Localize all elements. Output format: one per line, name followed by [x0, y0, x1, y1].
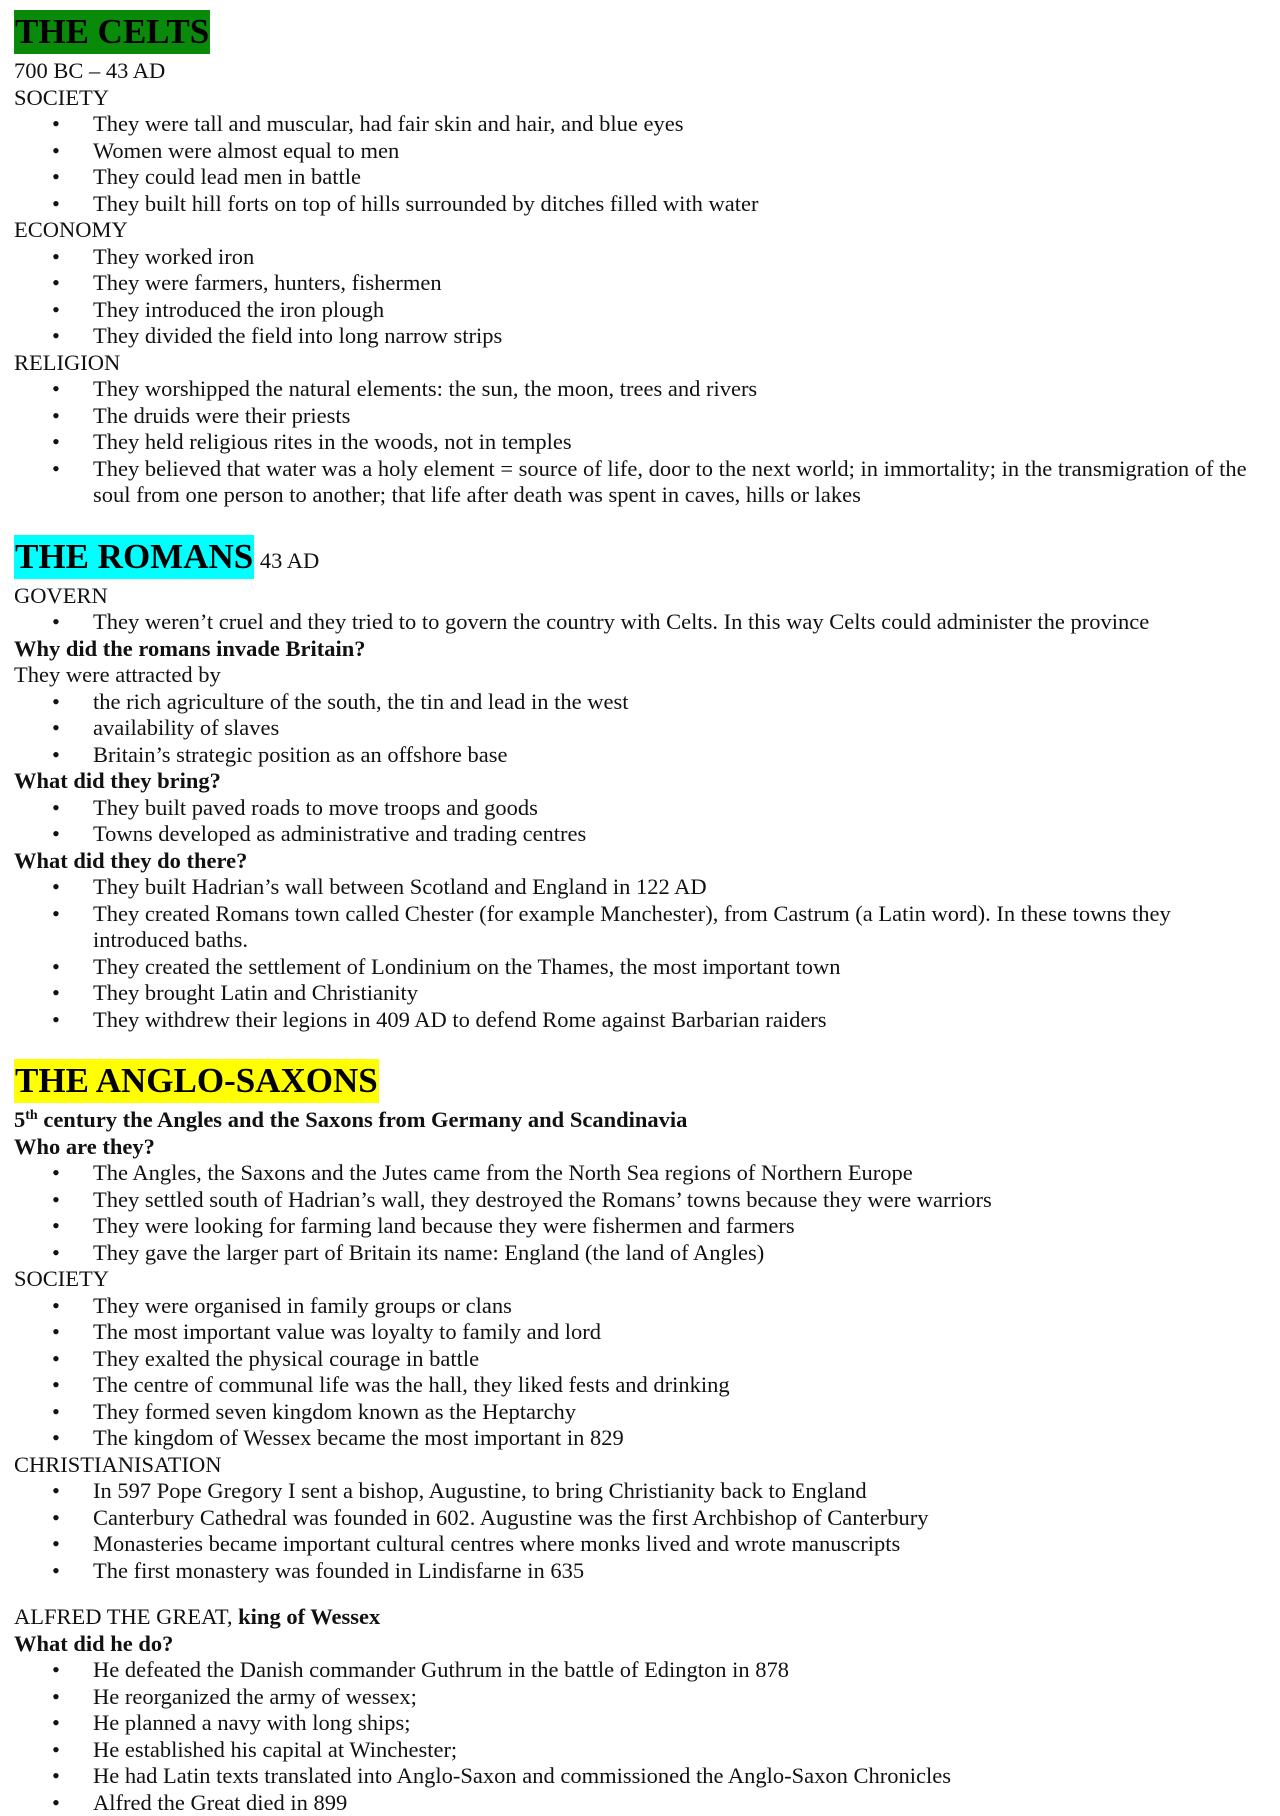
section-spacer [14, 509, 1266, 535]
list-item: • Monasteries became important cultural centres where monks lived and wrote manuscripts [14, 1531, 1266, 1558]
list-item: • Canterbury Cathedral was founded in 602. Augustine was the first Archbishop of Canterbury [14, 1505, 1266, 1532]
romans-section [14, 535, 1266, 1034]
list-item: • They divided the field into long narrow strips [14, 323, 1266, 350]
romans-why-list [14, 689, 1266, 769]
anglosaxons-title: THE ANGLO-SAXONS [14, 1059, 379, 1103]
list-item: • They created Romans town called Chester (for example Manchester), from Castrum (a Latin word). In these towns they introduced baths. [14, 901, 1266, 954]
alfred-heading [14, 1604, 1266, 1631]
list-item: • He established his capital at Winchester; [14, 1737, 1266, 1764]
anglosaxons-society-list [14, 1293, 1266, 1452]
celts-religion-list [14, 376, 1266, 509]
alfred-list [14, 1657, 1266, 1816]
list-item: • They brought Latin and Christianity [14, 980, 1266, 1007]
list-item: • They withdrew their legions in 409 AD to defend Rome against Barbarian raiders [14, 1007, 1266, 1034]
list-item: • They built hill forts on top of hills surrounded by ditches filled with water [14, 191, 1266, 218]
list-item: • They built Hadrian’s wall between Scotland and England in 122 AD [14, 874, 1266, 901]
list-item: • They believed that water was a holy element = source of life, door to the next world; in immortality; in the transmigration of the soul from one person to another; that life after death was spent in caves, hills or lakes [14, 456, 1266, 509]
romans-bring-list [14, 795, 1266, 848]
list-item: • They worked iron [14, 244, 1266, 271]
romans-title-row [14, 535, 1266, 583]
list-item: • They were farmers, hunters, fishermen [14, 270, 1266, 297]
romans-govern-heading: GOVERN [14, 583, 1266, 610]
list-item: • They were organised in family groups or clans [14, 1293, 1266, 1320]
list-item: • Alfred the Great died in 899 [14, 1790, 1266, 1816]
anglosaxons-who-list [14, 1160, 1266, 1266]
list-item: • They held religious rites in the woods, not in temples [14, 429, 1266, 456]
list-item: • They gave the larger part of Britain its name: England (the land of Angles) [14, 1240, 1266, 1267]
celts-title: THE CELTS [14, 10, 210, 54]
alfred-question: What did he do? [14, 1631, 1266, 1658]
celts-economy-list [14, 244, 1266, 350]
celts-economy-heading: ECONOMY [14, 217, 1266, 244]
list-item: • The druids were their priests [14, 403, 1266, 430]
romans-title: THE ROMANS [14, 535, 254, 579]
list-item: • They could lead men in battle [14, 164, 1266, 191]
subtitle-number: 5 [14, 1107, 25, 1132]
anglosaxons-society-heading: SOCIETY [14, 1266, 1266, 1293]
list-item: • They were looking for farming land because they were fishermen and farmers [14, 1213, 1266, 1240]
anglosaxons-subtitle [14, 1107, 1266, 1134]
alfred-heading-title: king of Wessex [238, 1604, 380, 1629]
celts-section [14, 10, 1266, 509]
celts-dates: 700 BC – 43 AD [14, 58, 1266, 85]
alfred-heading-name: ALFRED THE GREAT, [14, 1604, 238, 1629]
list-item: • He planned a navy with long ships; [14, 1710, 1266, 1737]
list-item: • They worshipped the natural elements: the sun, the moon, trees and rivers [14, 376, 1266, 403]
celts-society-heading: SOCIETY [14, 85, 1266, 112]
list-item: • Towns developed as administrative and trading centres [14, 821, 1266, 848]
list-item: • He had Latin texts translated into Anglo-Saxon and commissioned the Anglo-Saxon Chronicles [14, 1763, 1266, 1790]
list-item: • availability of slaves [14, 715, 1266, 742]
subsection-spacer [14, 1584, 1266, 1604]
anglosaxons-who-heading: Who are they? [14, 1134, 1266, 1161]
list-item: • He reorganized the army of wessex; [14, 1684, 1266, 1711]
list-item: • The kingdom of Wessex became the most important in 829 [14, 1425, 1266, 1452]
list-item: • They introduced the iron plough [14, 297, 1266, 324]
romans-why-intro: They were attracted by [14, 662, 1266, 689]
list-item: • The first monastery was founded in Lindisfarne in 635 [14, 1558, 1266, 1585]
list-item: • The Angles, the Saxons and the Jutes came from the North Sea regions of Northern Europe [14, 1160, 1266, 1187]
celts-religion-heading: RELIGION [14, 350, 1266, 377]
romans-date: 43 AD [260, 548, 319, 573]
romans-did-heading: What did they do there? [14, 848, 1266, 875]
list-item: • They exalted the physical courage in battle [14, 1346, 1266, 1373]
anglosaxons-title-row [14, 1059, 1266, 1107]
list-item: • The centre of communal life was the hall, they liked fests and drinking [14, 1372, 1266, 1399]
list-item: • They were tall and muscular, had fair skin and hair, and blue eyes [14, 111, 1266, 138]
list-item: • They formed seven kingdom known as the Heptarchy [14, 1399, 1266, 1426]
list-item: • They settled south of Hadrian’s wall, they destroyed the Romans’ towns because they were warriors [14, 1187, 1266, 1214]
romans-govern-list [14, 609, 1266, 636]
romans-did-list [14, 874, 1266, 1033]
list-item: • Women were almost equal to men [14, 138, 1266, 165]
section-spacer [14, 1033, 1266, 1059]
anglosaxons-section [14, 1059, 1266, 1816]
subtitle-ordinal: th [25, 1108, 37, 1123]
list-item: • the rich agriculture of the south, the tin and lead in the west [14, 689, 1266, 716]
romans-bring-heading: What did they bring? [14, 768, 1266, 795]
celts-society-list [14, 111, 1266, 217]
list-item: • Britain’s strategic position as an offshore base [14, 742, 1266, 769]
list-item: • The most important value was loyalty to family and lord [14, 1319, 1266, 1346]
anglosaxons-christianisation-list [14, 1478, 1266, 1584]
anglosaxons-christianisation-heading: CHRISTIANISATION [14, 1452, 1266, 1479]
subtitle-text: century the Angles and the Saxons from Germany and Scandinavia [38, 1107, 688, 1132]
celts-title-row [14, 10, 1266, 58]
list-item: • In 597 Pope Gregory I sent a bishop, Augustine, to bring Christianity back to England [14, 1478, 1266, 1505]
list-item: • They built paved roads to move troops and goods [14, 795, 1266, 822]
romans-why-heading: Why did the romans invade Britain? [14, 636, 1266, 663]
list-item: • He defeated the Danish commander Guthrum in the battle of Edington in 878 [14, 1657, 1266, 1684]
list-item: • They created the settlement of Londinium on the Thames, the most important town [14, 954, 1266, 981]
list-item: • They weren’t cruel and they tried to to govern the country with Celts. In this way Celts could administer the province [14, 609, 1266, 636]
